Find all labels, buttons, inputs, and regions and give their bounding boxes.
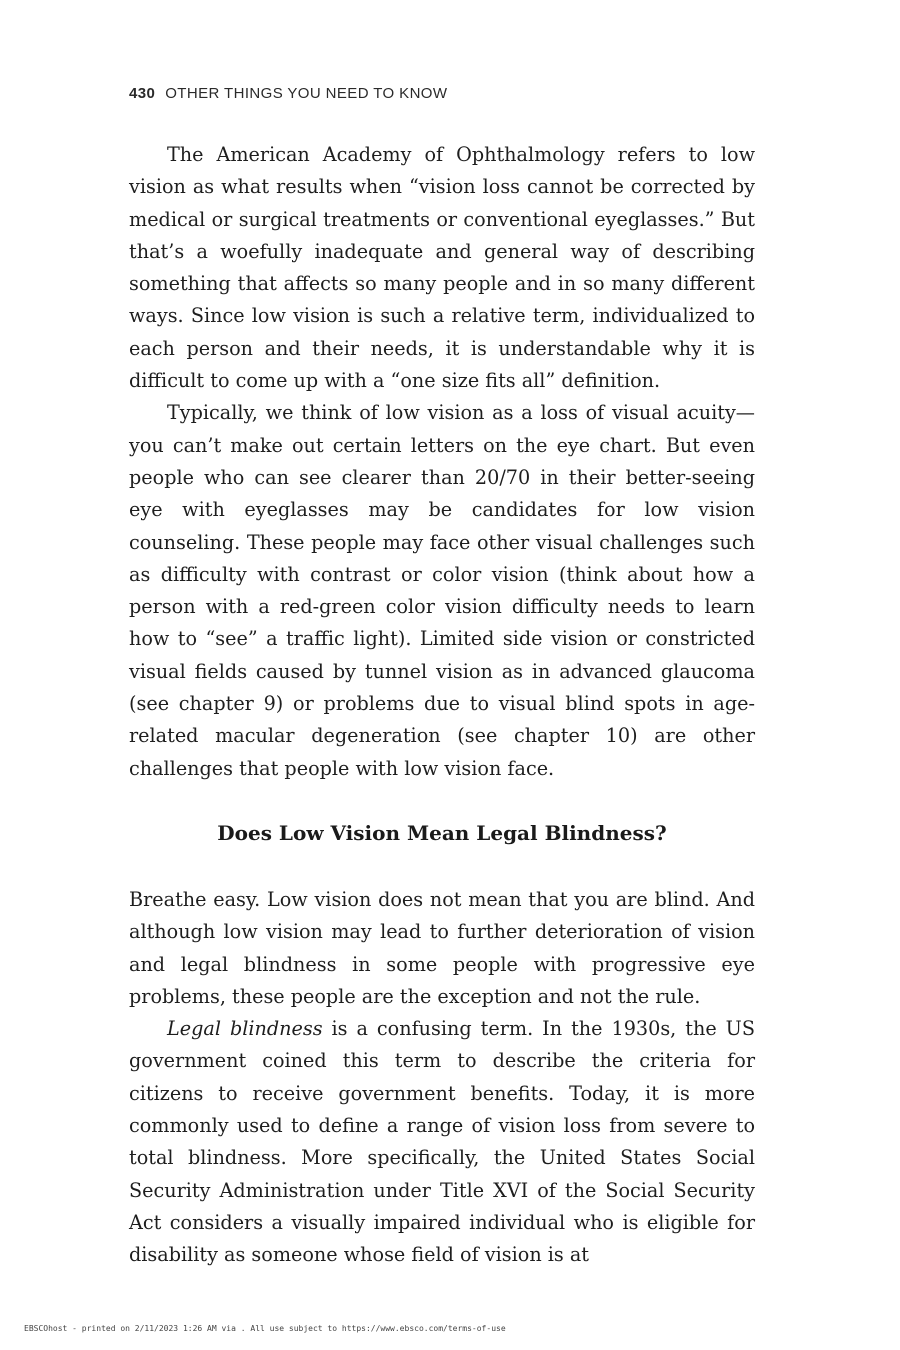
body-paragraph [129, 1013, 755, 1271]
running-head-title: OTHER THINGS YOU NEED TO KNOW [165, 85, 448, 102]
italic-term: Legal blindness [167, 1017, 323, 1041]
body-paragraph: The American Academy of Ophthalmology refers to low vision as what results when “vision loss cannot be corrected by medical or surgical treatments or conventional eyeglasses.” But that’s a woefully inadequate and general way of describing something that affects so many people and in so many different ways. Since low vision is such a relative term, individualized to each person and their needs, it is understandable why it is difficult to come up with a “one size fits all” definition. [129, 143, 755, 393]
print-footer: EBSCOhost - printed on 2/11/2023 1:26 AM via . All use subject to https://www.ebsco.com/terms-of-use [24, 1324, 506, 1333]
running-head [129, 85, 447, 102]
section-heading: Does Low Vision Mean Legal Blindness? [217, 821, 667, 845]
section-low-vision-definition [129, 139, 755, 785]
page-number: 430 [129, 85, 156, 102]
body-paragraph-rest: is a confusing term. In the 1930s, the US government coined this term to describe the criteria for citizens to receive government benefits. Today, it is more commonly used to define a range of vision loss from severe to total blindness. More specifically, the United States Social Security Administration under Title XVI of the Social Security Act considers a visually impaired individual who is eligible for disability as someone whose field of vision is at [129, 1017, 755, 1267]
body-paragraph: Breathe easy. Low vision does not mean that you are blind. And although low vision may lead to further deterioration of vision and legal blindness in some people with progressive eye problems, these people are the exception and not the rule. [129, 888, 755, 1008]
section-legal-blindness [129, 884, 755, 1272]
body-paragraph: Typically, we think of low vision as a loss of visual acuity—you can’t make out certain letters on the eye chart. But even people who can see clearer than 20/70 in their better-seeing eye with eyeglasses may be candidates for low vision counseling. These people may face other visual challenges such as difficulty with contrast or color vision (think about how a person with a red-green color vision difficulty needs to learn how to “see” a traffic light). Limited side vision or constricted visual fields caused by tunnel vision as in advanced glaucoma (see chapter 9) or problems due to visual blind spots in age-related macular degeneration (see chapter 10) are other challenges that people with low vision face. [129, 401, 755, 780]
